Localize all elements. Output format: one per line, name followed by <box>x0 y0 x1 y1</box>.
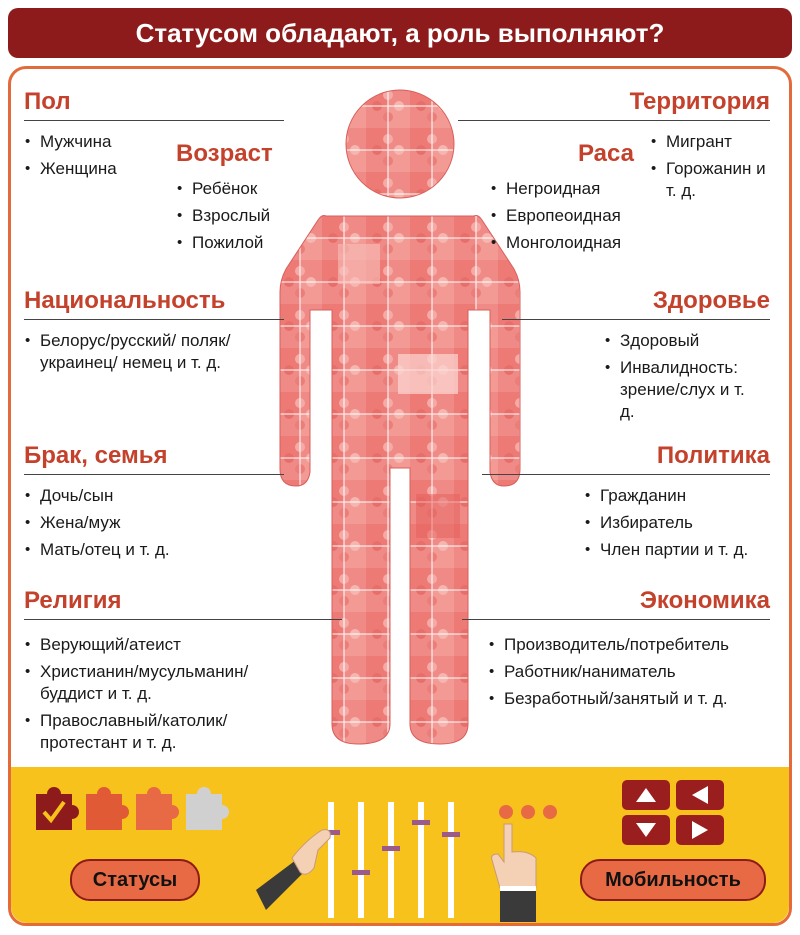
list-item: • Инвалидность: зрение/слух и т. д. <box>604 357 764 423</box>
pointing-hand-icon <box>484 800 564 922</box>
divider <box>24 319 284 320</box>
section-title: Раса <box>577 140 634 167</box>
list-item: • Избиратель <box>584 512 770 534</box>
section-politics <box>482 442 770 566</box>
divider <box>482 474 770 475</box>
arrow-down-button[interactable] <box>622 815 670 845</box>
person-head <box>346 90 454 198</box>
list-item: • Мигрант <box>650 131 774 153</box>
arrow-down-icon <box>622 815 670 845</box>
section-title: Возраст <box>176 140 273 167</box>
section-race <box>490 140 634 259</box>
list-item: • Европеоидная <box>490 205 634 227</box>
divider <box>462 619 770 620</box>
section-economy <box>462 587 770 715</box>
divider <box>24 474 284 475</box>
list-item: • Ребёнок <box>176 178 316 200</box>
section-title: Территория <box>629 88 770 115</box>
section-title: Политика <box>656 442 770 469</box>
page-title: Статусом обладают, а роль выполняют? <box>8 8 792 58</box>
slider-hand-icon <box>256 800 476 922</box>
divider <box>24 619 342 620</box>
section-health <box>502 287 770 428</box>
list-item: • Дочь/сын <box>24 485 284 507</box>
arrow-up-button[interactable] <box>622 780 670 810</box>
section-title: Экономика <box>639 587 770 614</box>
list-item: • Работник/наниматель <box>488 661 770 683</box>
arrow-up-icon <box>622 780 670 810</box>
mobility-button[interactable]: Мобильность <box>580 859 766 901</box>
list-item: • Производитель/потребитель <box>488 634 770 656</box>
section-religion <box>24 587 334 759</box>
arrow-right-button[interactable] <box>676 815 724 845</box>
arrow-right-icon <box>676 815 724 845</box>
divider <box>24 120 284 121</box>
list-item: • Мать/отец и т. д. <box>24 539 284 561</box>
section-title: Брак, семья <box>24 442 168 469</box>
puzzle-pieces-icon <box>30 778 235 838</box>
list-item: • Жена/муж <box>24 512 284 534</box>
section-nationality <box>24 287 284 379</box>
list-item: • Здоровый <box>604 330 764 352</box>
divider <box>502 319 770 320</box>
section-title: Пол <box>24 88 71 115</box>
list-item: • Негроидная <box>490 178 634 200</box>
list-item: • Мужчина <box>24 131 284 153</box>
list-item: • Безработный/занятый и т. д. <box>488 688 770 710</box>
section-title: Религия <box>24 587 122 614</box>
list-item: • Православный/католик/ протестант и т. д. <box>24 710 309 754</box>
section-family <box>24 442 284 566</box>
list-item: • Христианин/мусульманин/ буддист и т. д. <box>24 661 309 705</box>
list-item: • Взрослый <box>176 205 316 227</box>
list-item: • Член партии и т. д. <box>584 539 770 561</box>
section-title: Национальность <box>24 287 226 314</box>
list-item: • Пожилой <box>176 232 316 254</box>
list-item: • Гражданин <box>584 485 770 507</box>
list-item: • Горожанин и т. д. <box>650 158 774 202</box>
section-age <box>176 140 316 259</box>
list-item: • Монголоидная <box>490 232 634 254</box>
list-item: • Верующий/атеист <box>24 634 309 656</box>
statuses-button[interactable]: Статусы <box>70 859 200 901</box>
arrow-left-icon <box>676 780 724 810</box>
list-item: • Белорус/русский/ поляк/украинец/ немец и т. д. <box>24 330 234 374</box>
section-title: Здоровье <box>652 287 770 314</box>
divider <box>458 120 770 121</box>
list-item: • Женщина <box>24 158 284 180</box>
arrow-left-button[interactable] <box>676 780 724 810</box>
